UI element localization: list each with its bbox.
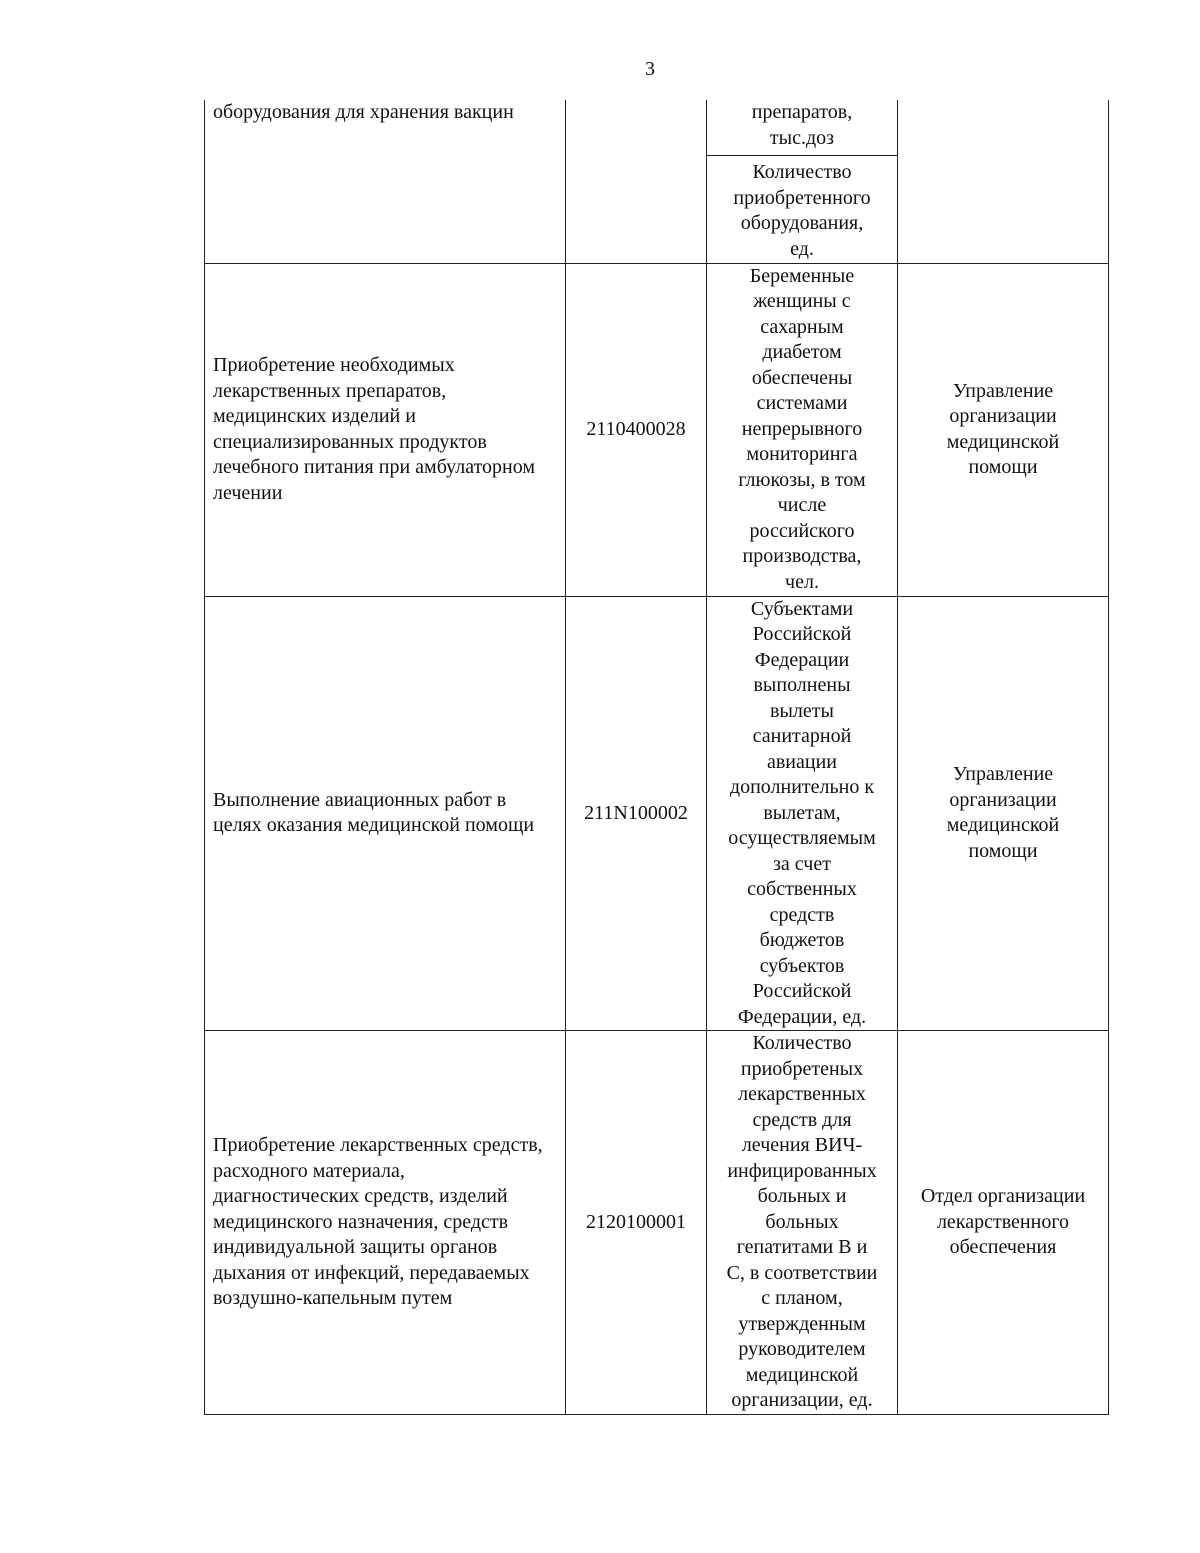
responsible-cell [898, 1031, 1109, 1415]
responsible-cell [898, 263, 1109, 596]
event-text: Приобретение лекарственных средств, расходного материала, диагностических средств, изделий медицинского назначения, средств индивидуальной защиты органов дыхания от инфекций, передаваемых воздушно-капельным путем [213, 1134, 543, 1309]
indicator-cell [707, 596, 898, 1031]
responsible-cell [898, 596, 1109, 1031]
code-cell [566, 100, 707, 263]
indicator-cell [707, 263, 898, 596]
code-text: 2120100001 [586, 1210, 686, 1233]
event-text: Выполнение авиационных работ в целях оказания медицинской помощи [213, 788, 535, 837]
responsible-cell [898, 100, 1109, 263]
indicator-text: Субъектами Российской Федерации выполнены вылеты санитарной авиации дополнительно к вылетам, осуществляемым за счет собственных средств бюджетов субъектов Российской Федерации, ед. [728, 597, 876, 1028]
responsible-text: Управление организации медицинской помощи [946, 379, 1060, 478]
code-cell [566, 263, 707, 596]
responsible-text: Управление организации медицинской помощи [946, 763, 1060, 862]
event-text: Приобретение необходимых лекарственных препаратов, медицинских изделий и специализированных продуктов лечебного питания при амбулаторном лечении [213, 354, 536, 504]
table-row [205, 100, 1109, 263]
responsible-text: Отдел организации лекарственного обеспечения [920, 1185, 1086, 1258]
indicator-text: Беременные женщины с сахарным диабетом обеспечены системами непрерывного мониторинга глюкозы, в том числе российского производства, чел. [738, 264, 866, 593]
code-cell [566, 1031, 707, 1415]
measures-table [204, 100, 1109, 1415]
table-row [205, 596, 1109, 1031]
table-row [205, 1031, 1109, 1415]
indicator-cell [707, 100, 898, 263]
event-cell [205, 596, 566, 1031]
event-text: оборудования для хранения вакцин [213, 101, 514, 123]
indicator-text: препаратов, тыс.доз [707, 100, 897, 156]
event-cell [205, 100, 566, 263]
event-cell [205, 1031, 566, 1415]
code-text: 211N100002 [584, 801, 688, 824]
table-row [205, 263, 1109, 596]
indicator-cell [707, 1031, 898, 1415]
code-text: 2110400028 [586, 417, 686, 440]
indicator-text: Количество приобретеных лекарственных средств для лечения ВИЧ- инфицированных больных и больных гепатитами В и С, в соответствии с планом, утвержденным руководителем медицинской организации, ед. [726, 1032, 878, 1411]
indicator-text: Количество приобретенного оборудования, ед. [733, 161, 871, 260]
page-number: 3 [645, 58, 655, 80]
event-cell [205, 263, 566, 596]
code-cell [566, 596, 707, 1031]
